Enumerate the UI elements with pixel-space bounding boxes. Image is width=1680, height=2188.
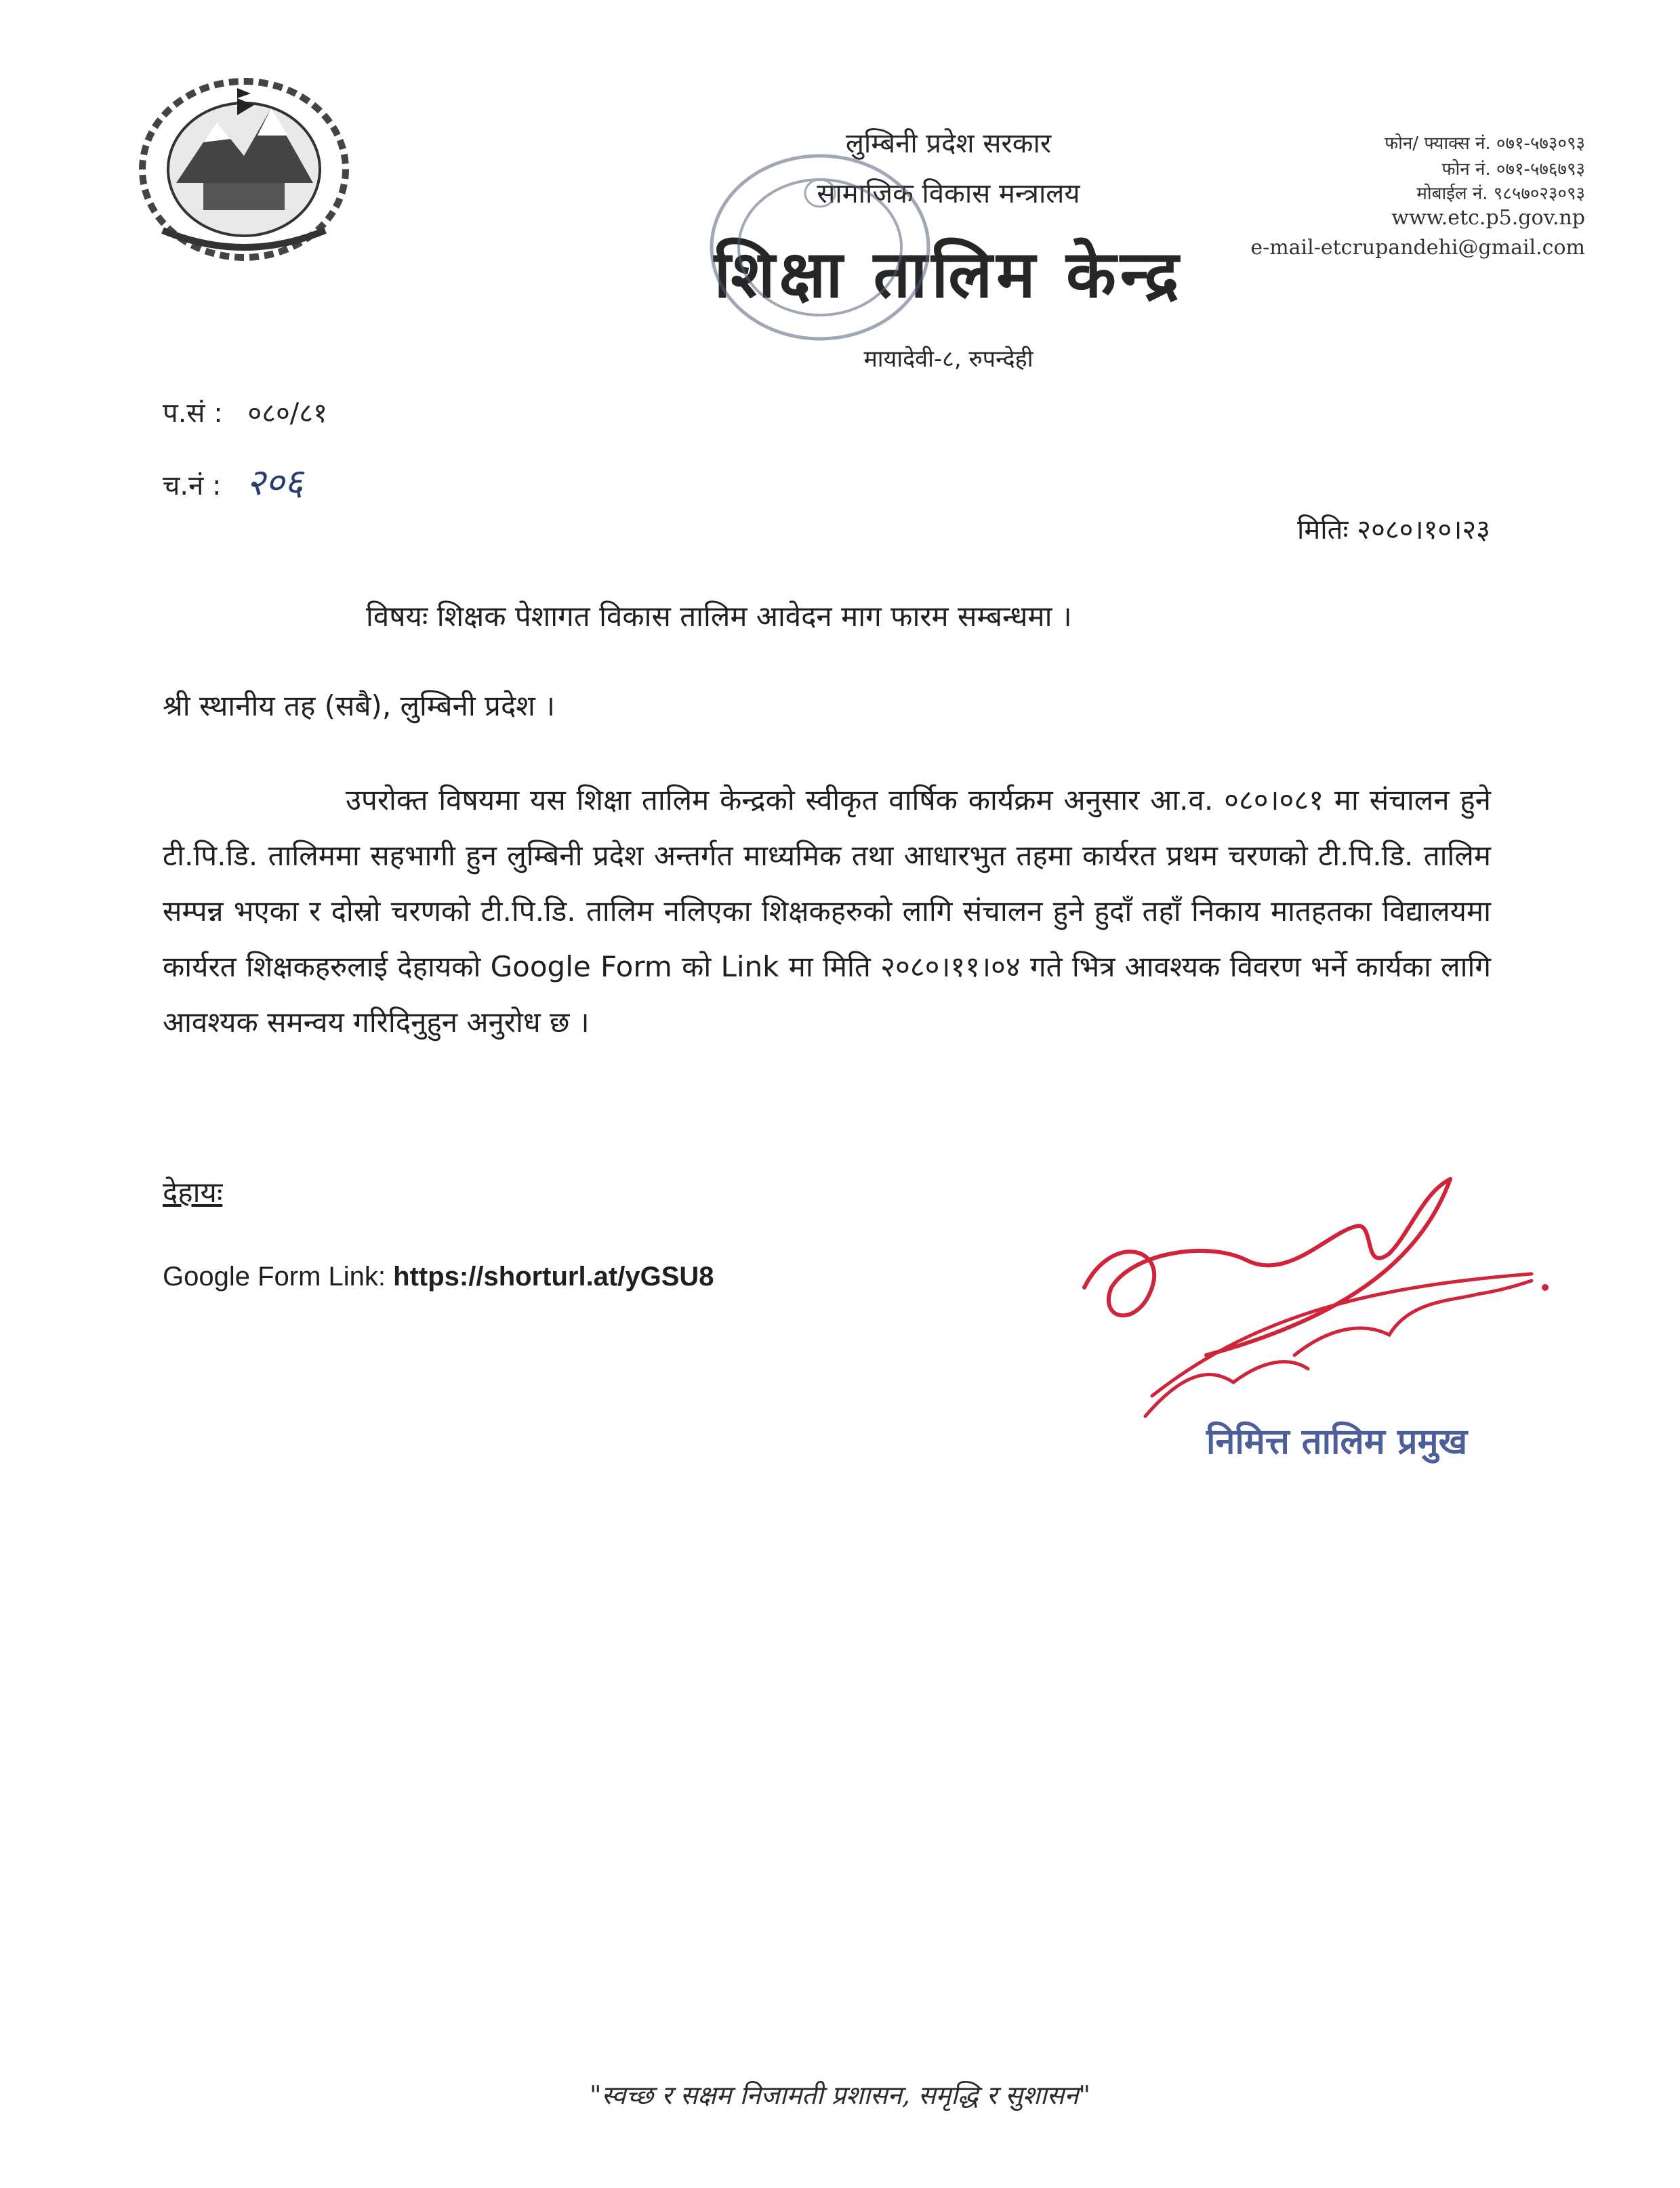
contact-fax: फोन/ फ्याक्स नं. ०७१-५७३०९३	[1385, 133, 1585, 154]
reference-cn-label: च.नं :	[163, 470, 222, 501]
contact-email-link[interactable]: e-mail-etcrupandehi@gmail.com	[1250, 236, 1585, 260]
letter-date: मितिः २०८०।१०।२३	[1297, 514, 1490, 545]
google-form-url-link[interactable]: https://shorturl.at/yGSU8	[393, 1262, 714, 1292]
contact-phone: फोन नं. ०७१-५७६७९३	[1441, 159, 1585, 180]
annex-heading: देहायः	[163, 1176, 223, 1209]
office-address: मायादेवी-८, रुपन्देही	[863, 346, 1033, 373]
contact-website-link[interactable]: www.etc.p5.gov.np	[1391, 206, 1585, 230]
reference-ps-value: ०८०/८१	[247, 398, 327, 429]
contact-mobile: मोबाईल नं. ९८५७०२३०९३	[1416, 184, 1585, 204]
office-seal-icon	[705, 146, 935, 349]
reference-cn	[163, 455, 303, 505]
footer-slogan: "स्वच्छ र सक्षम निजामती प्रशासन, समृद्धि र सुशासन"	[590, 2080, 1090, 2110]
reference-ps	[163, 393, 327, 430]
google-form-label: Google Form Link:	[163, 1262, 386, 1292]
reference-cn-value: २०६	[246, 461, 304, 503]
center-name-title: शिक्षा तालिम केन्द्र	[714, 236, 1183, 312]
google-form-link-row	[163, 1262, 714, 1292]
letter-subject: विषयः शिक्षक पेशागत विकास तालिम आवेदन माग फारम सम्बन्धमा ।	[366, 600, 1072, 633]
reference-ps-label: प.सं :	[163, 398, 223, 429]
signatory-title-stamp: निमित्त तालिम प्रमुख	[1206, 1422, 1468, 1462]
letter-body: उपरोक्त विषयमा यस शिक्षा तालिम केन्द्रको स्वीकृत वार्षिक कार्यक्रम अनुसार आ.व. ०८०।०८१ मा संचालन हुने टी.पि.डि. तालिममा सहभागी हुन लुम्बिनी प्रदेश अन्तर्गत माध्यमिक तथा आधारभुत तहमा कार्यरत प्रथम चरणको टी.पि.डि. तालिम सम्पन्न भएका र दोस्रो चरणको टी.पि.डि. तालिम नलिएका शिक्षकहरुको लागि संचालन हुने हुदाँ तहाँ निकाय मातहतका विद्यालयमा कार्यरत शिक्षकहरुलाई देहायको Google Form को Link मा मिति २०८०।११।०४ गते भित्र आवश्यक विवरण भर्ने कार्यका लागि आवश्यक समन्वय गरिदिनुहुन अनुरोध छ ।	[163, 783, 1491, 1039]
letter-recipient: श्री स्थानीय तह (सबै), लुम्बिनी प्रदेश ।	[163, 689, 556, 722]
handwritten-signature-icon	[1071, 1152, 1559, 1437]
ministry-name: सामाजिक विकास मन्त्रालय	[817, 178, 1080, 209]
government-name: लुम्बिनी प्रदेश सरकार	[845, 128, 1052, 159]
